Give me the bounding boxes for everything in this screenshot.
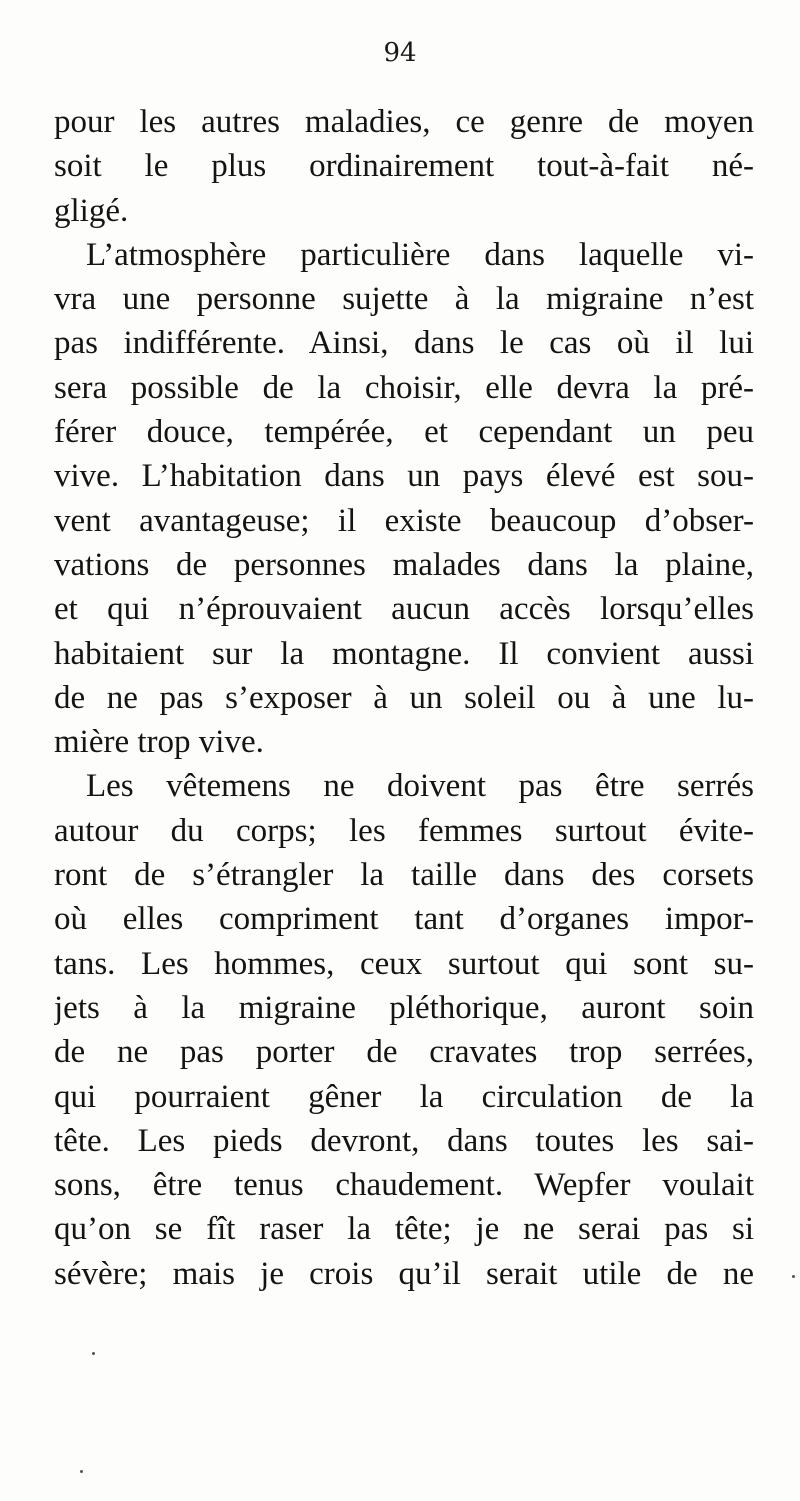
paragraph-start-line: Les vêtemens ne doivent pas être serrés [86,768,754,805]
body-text [54,100,754,1296]
paragraph-start-line: L’atmosphère particulière dans laquelle vi- [86,236,754,273]
text-line: de ne pas porter de cravates trop serrées, [54,1034,754,1071]
text-line: vations de personnes malades dans la plaine, [54,546,754,583]
text-line: férer douce, tempérée, et cependant un peu [54,414,754,451]
text-line: tête. Les pieds devront, dans toutes les sai- [54,1122,754,1159]
text-line: autour du corps; les femmes surtout évite- [54,812,754,849]
ink-speck [92,1352,95,1355]
text-line: de ne pas s’exposer à un soleil ou à une lu- [54,679,754,716]
text-line: jets à la migraine pléthorique, auront soin [54,989,754,1026]
text-line: vra une personne sujette à la migraine n’est [54,281,754,318]
text-line: où elles compriment tant d’organes impor- [54,901,754,938]
text-line: vive. L’habitation dans un pays élevé est sou- [54,458,754,495]
text-line: pas indifférente. Ainsi, dans le cas où il lui [54,325,754,362]
page-number: 94 [383,38,417,68]
text-line: mière trop vive. [54,724,264,761]
text-line: habitaient sur la montagne. Il convient aussi [54,635,754,672]
text-line: sévère; mais je crois qu’il serait utile de ne [54,1255,754,1292]
text-line: pour les autres maladies, ce genre de moyen [54,104,754,140]
ink-speck [792,1275,795,1278]
text-line: gligé. [54,192,129,229]
text-line: ront de s’étrangler la taille dans des corsets [54,857,754,894]
text-line: vent avantageuse; il existe beaucoup d’obser- [54,502,754,539]
text-line: sera possible de la choisir, elle devra la pré- [54,369,754,406]
text-line: et qui n’éprouvaient aucun accès lorsqu’elles [54,591,754,628]
text-line: sons, être tenus chaudement. Wepfer voulait [54,1167,754,1204]
ink-speck [80,1470,83,1473]
text-line: qu’on se fît raser la tête; je ne serai pas si [54,1211,754,1248]
text-line: soit le plus ordinairement tout-à-fait né- [54,148,754,185]
text-line: qui pourraient gêner la circulation de la [54,1078,754,1115]
text-line: tans. Les hommes, ceux surtout qui sont su- [54,945,754,982]
